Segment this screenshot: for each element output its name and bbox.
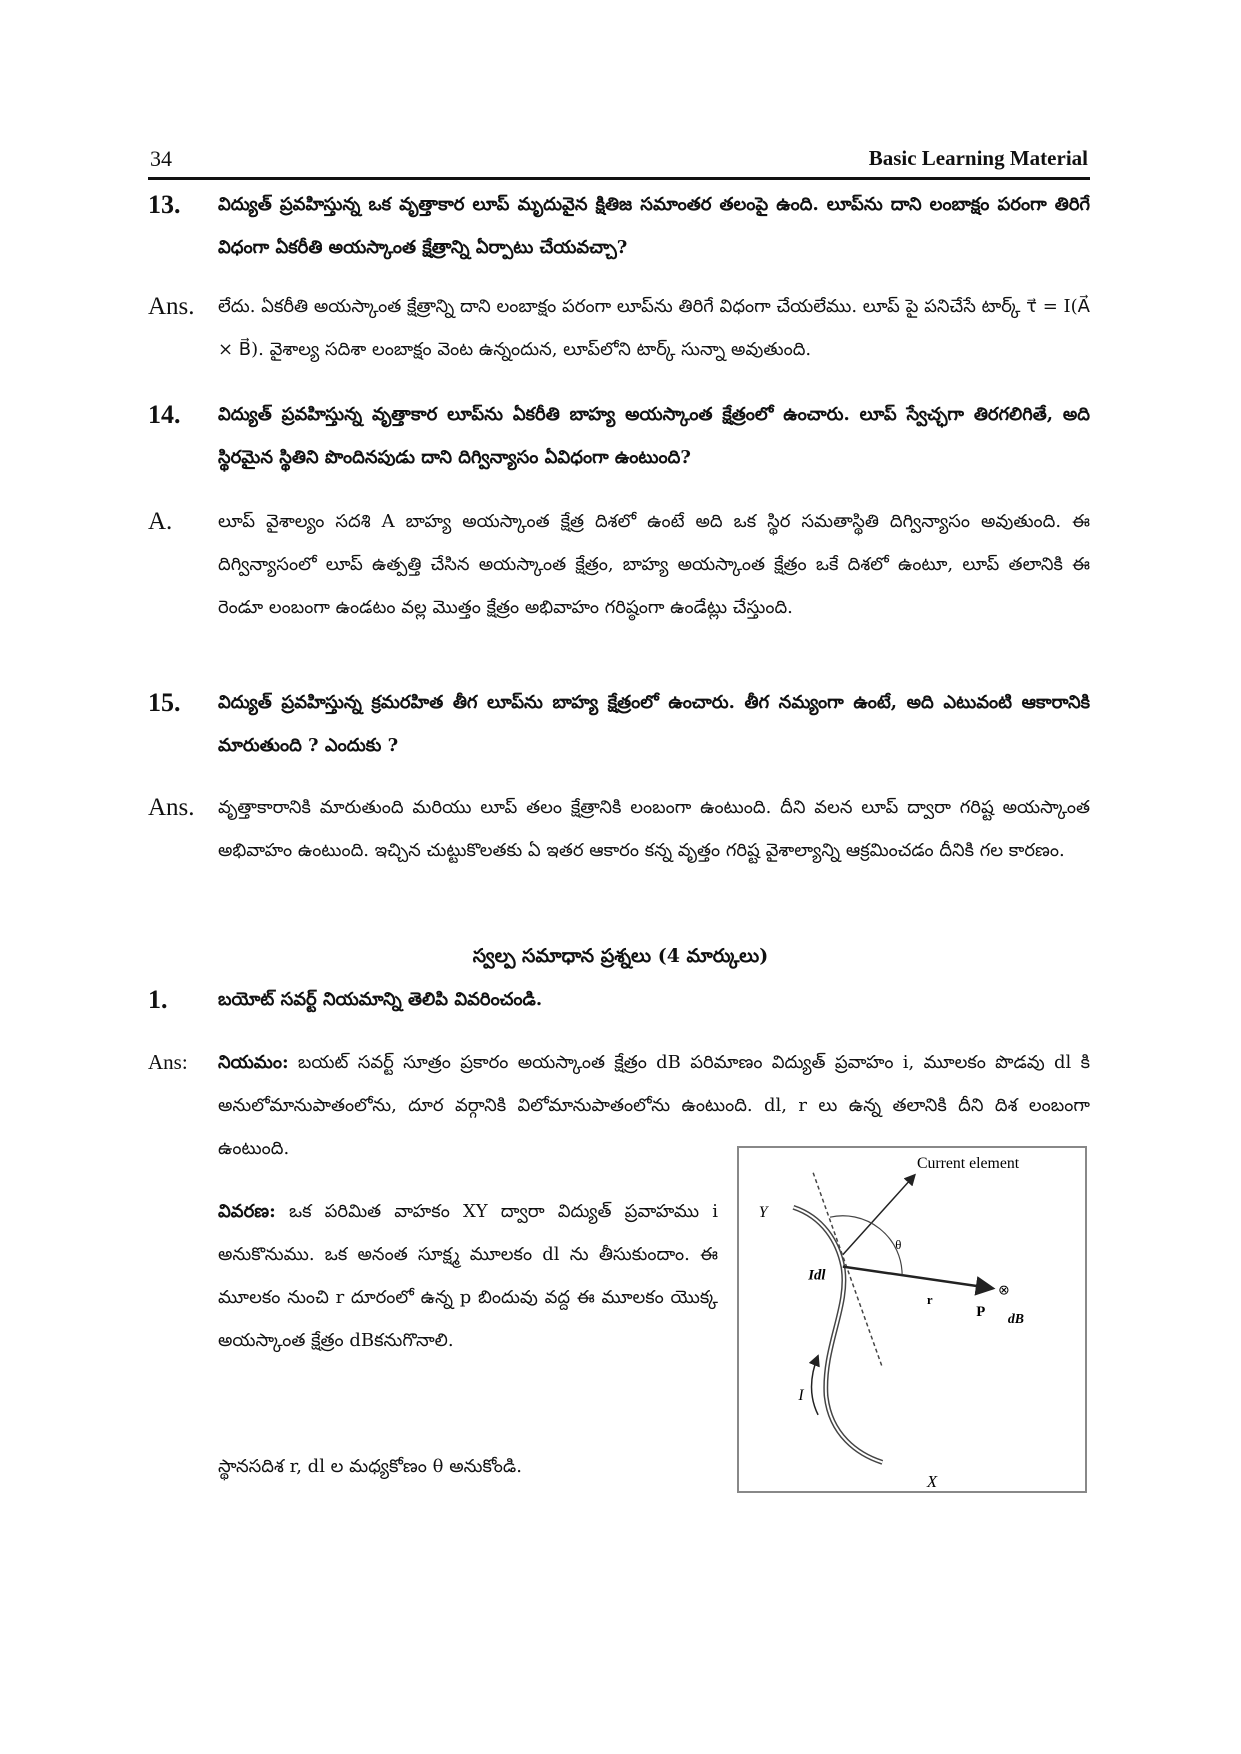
wire: [793, 1207, 882, 1462]
question-number: 13.: [148, 190, 181, 219]
short-question-1: [148, 978, 1090, 1021]
question-number: 1.: [148, 985, 168, 1014]
explanation-text: ఒక పరిమిత వాహకం XY ద్వారా విద్యుత్ ప్రవాహము i అనుకొనుము. ఒక అనంత సూక్ష్మ మూలకం dl ను తీసుకుందాం. ఈ మూలకం నుంచి r దూరంలో ఉన్న p బిందువు వద్ద ఈ మూలకం యొక్క అయస్కాంత క్షేత్రం dBకనుగొనాలి.: [218, 1201, 718, 1351]
label-x: X: [926, 1472, 938, 1491]
final-line: స్థానసదిశ r, dl ల మధ్యకోణం θ అనుకోండి.: [218, 1456, 522, 1477]
law-text: బయట్ సవర్ట్ సూత్రం ప్రకారం అయస్కాంత క్షేత్రం dB పరిమాణం విద్యుత్ ప్రవాహం i, మూలకం పొడవు dl కి అనులోమానుపాతంలోను, దూర వర్గానికి విలోమానుపాతంలోను ఉంటుంది. dl, r లు ఉన్న తలానికి దీని దిశ లంబంగా ఉంటుంది.: [218, 1052, 1090, 1159]
answer-label: A.: [148, 508, 173, 535]
biot-savart-figure: [737, 1146, 1087, 1493]
answer-15: [148, 786, 1090, 872]
answer-label: Ans.: [148, 794, 195, 821]
current-element-arrow: [843, 1175, 915, 1255]
answer-label: Ans.: [148, 293, 195, 320]
question-text: బయోట్ సవర్ట్ నియమాన్ని తెలిపి వివరించండి.: [218, 989, 543, 1010]
cross-icon: ⊗: [997, 1282, 1010, 1299]
current-arrow: [811, 1356, 818, 1415]
question-14: [148, 393, 1090, 479]
question-text: విద్యుత్ ప్రవహిస్తున్న వృత్తాకార లూప్‌ను ఏకరీతి బాహ్య అయస్కాంత క్షేత్రంలో ఉంచారు. లూప్ స్వేచ్ఛగా తిరగలిగితే, అది స్థిరమైన స్థితిని పొందినపుడు దాని దిగ్విన్యాసం ఏవిధంగా ఉంటుంది?: [218, 404, 1090, 468]
answer-label: Ans:: [148, 1050, 188, 1074]
answer-14: [148, 500, 1090, 629]
label-current-element: Current element: [916, 1154, 1020, 1172]
label-y: Y: [758, 1204, 768, 1222]
r-vector: [843, 1267, 993, 1289]
explanation: [218, 1190, 718, 1362]
answer-text: లేదు. ఏకరీతి అయస్కాంత క్షేత్రాన్ని దాని లంబాక్షం పరంగా లూప్‌ను తిరిగే విధంగా చేయలేము. లూప్ పై పనిచేసే టార్క్ τ⃗ = I(A⃗ × B⃗). వైశాల్య సదిశా లంబాక్షం వెంట ఉన్నందున, లూప్‌లోని టార్క్ సున్నా అవుతుంది.: [218, 296, 1090, 360]
label-r: r: [926, 1293, 933, 1308]
question-15: [148, 681, 1090, 767]
label-idl: Idl: [808, 1267, 826, 1284]
question-13: [148, 183, 1090, 269]
label-db: dB: [1007, 1310, 1025, 1326]
header-title: Basic Learning Material: [868, 146, 1088, 170]
header-rule: [148, 177, 1090, 180]
question-text: విద్యుత్ ప్రవహిస్తున్న ఒక వృత్తాకార లూప్ మృదువైన క్షితిజ సమాంతర తలంపై ఉంది. లూప్‌ను దాని లంబాక్షం పరంగా తిరిగే విధంగా ఏకరీతి అయస్కాంత క్షేత్రాన్ని ఏర్పాటు చేయవచ్చా?: [218, 194, 1090, 258]
explanation-label: వివరణ:: [218, 1201, 276, 1222]
law-label: నియమం:: [218, 1052, 289, 1073]
label-i: I: [798, 1387, 804, 1405]
figure-svg: [739, 1148, 1085, 1491]
question-number: 14.: [148, 400, 181, 429]
label-theta: θ: [895, 1237, 902, 1252]
question-number: 15.: [148, 688, 181, 717]
answer-13: [148, 285, 1090, 371]
label-p: P: [976, 1304, 986, 1321]
section-heading: స్వల్ప సమాధాన ప్రశ్నలు (4 మార్కులు): [472, 945, 769, 967]
answer-text: లూప్ వైశాల్యం సదశి A బాహ్య అయస్కాంత క్షేత్ర దిశలో ఉంటే అది ఒక స్థిర సమతాస్థితి దిగ్విన్యాసం అవుతుంది. ఈ దిగ్విన్యాసంలో లూప్ ఉత్పత్తి చేసిన అయస్కాంత క్షేత్రం, బాహ్య అయస్కాంత క్షేత్రం ఒకే దిశలో ఉంటూ, లూప్ తలానికి ఈ రెండూ లంబంగా ఉండటం వల్ల మొత్తం క్షేత్రం అభివాహం గరిష్ఠంగా ఉండేట్లు చేస్తుంది.: [218, 511, 1090, 618]
question-text: విద్యుత్ ప్రవహిస్తున్న క్రమరహిత తీగ లూప్‌ను బాహ్య క్షేత్రంలో ఉంచారు. తీగ నమ్యంగా ఉంటే, అది ఎటువంటి ఆకారానికి మారుతుంది ? ఎందుకు ?: [218, 692, 1090, 756]
answer-text: వృత్తాకారానికి మారుతుంది మరియు లూప్ తలం క్షేత్రానికి లంబంగా ఉంటుంది. దీని వలన లూప్ ద్వారా గరిష్ట అయస్కాంత అభివాహం ఉంటుంది. ఇచ్చిన చుట్టుకొలతకు ఏ ఇతర ఆకారం కన్న వృత్తం గరిష్ట వైశాల్యాన్ని ఆక్రమించడం దీనికి గల కారణం.: [218, 797, 1090, 861]
page-number: 34: [150, 146, 172, 171]
